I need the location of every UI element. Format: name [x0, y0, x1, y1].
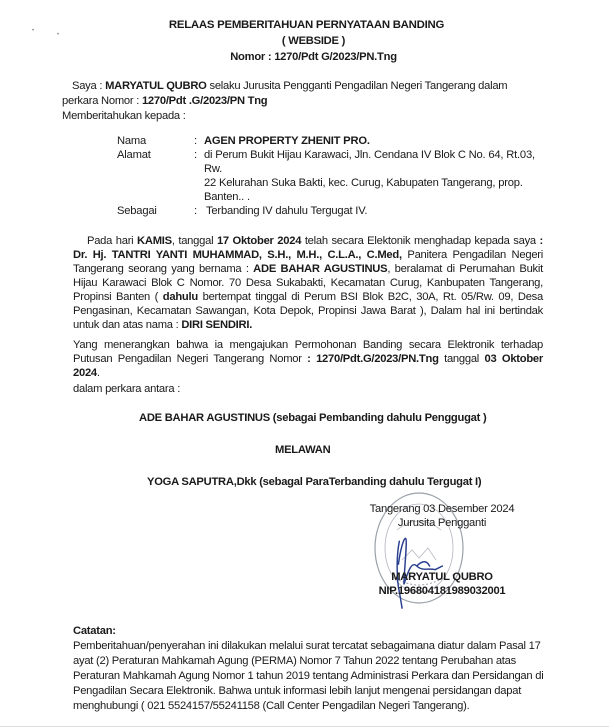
nama-row — [117, 134, 549, 148]
nama-colon: : — [194, 135, 197, 147]
sebagai-label: Sebagai — [117, 205, 157, 217]
sebagai-colon: : — [194, 205, 197, 217]
notify-label: Memberitahukan kepada : — [62, 110, 186, 122]
nama-label: Nama — [117, 135, 147, 147]
day-name: KAMIS — [137, 235, 172, 247]
text-run: Pada hari — [87, 235, 138, 247]
signature-place-date: Tangerang 03 Desember 2024 — [369, 503, 515, 515]
notes-heading: Catatan: — [73, 625, 116, 637]
notes-line: Peraturan Mahkamah Agung Nomor 1 tahun 2019 tentang Administrasi Perkara dan Persidangan di — [73, 670, 544, 682]
text-run: bertempat tinggal di Perum BSI Blok B2C, 30A, Rt. 05/Rw. 09, Desa Pengasinan, Kecamatan Sawangan, Kota Depok, Propinsi Jawa Barat ), Dalam hal ini bertindak untuk dan atas nama : — [73, 291, 543, 331]
notes-line: ayat (2) Peraturan Mahkamah Agung (PERMA) Nomor 7 Tahun 2022 tentang Perubahan atas — [73, 655, 516, 667]
decision-date: 03 Oktober 2024 — [73, 353, 544, 379]
perkara-label: perkara Nomor : — [62, 95, 140, 107]
alamat-row — [117, 148, 549, 204]
text-run: Panitera Pengadilan Negeri Tangerang seorang yang bernama : — [73, 249, 544, 275]
intro-line-1 — [72, 79, 609, 94]
perkara-number: 1270/Pdt .G/2023/PN Tng — [141, 95, 268, 107]
alamat-label: Alamat — [117, 149, 151, 161]
text-run: , tanggal — [171, 235, 217, 247]
saya-label: Saya : — [72, 80, 103, 92]
decision-number: : 1270/Pdt.G/2023/PN.Tng — [307, 353, 439, 365]
versus-label: MELAWAN — [275, 444, 331, 456]
alamat-line: 22 Kelurahan Suka Bakti, kec. Curug, Kabupaten Tangerang, prop. — [204, 177, 523, 189]
sebagai-row — [117, 204, 549, 218]
notes-line: Pemberitahuan/penyerahan ini dilakukan melalui surat tercatat sebagaimana diatur dalam Pasal 17 — [73, 640, 541, 652]
alamat-line: Banten.. . — [204, 191, 250, 203]
respondent-party: YOGA SAPUTRA,Dkk (sebagal ParaTerbanding dahulu Tergugat I) — [147, 476, 482, 488]
appeal-paragraph — [73, 338, 543, 380]
alamat-line: di Perum Bukit Hijau Karawaci, Jln. Cendana IV Blok C No. 64, Rt.03, Rw. — [204, 149, 535, 175]
intro-line-2 — [62, 94, 609, 109]
text-run: Yang menerangkan bahwa ia mengajukan Permohonan Banding secara Elektronik terhadap Putusan Pengadilan Negeri Tangerang Nomor — [73, 339, 543, 365]
scan-speck: • — [32, 28, 35, 34]
bailiff-role: selaku Jurusita Pengganti Pengadilan Negeri Tangerang dalam — [209, 80, 508, 92]
text-run: . — [96, 367, 100, 379]
text-run: telah secara Elektonik menghadap kepada saya — [301, 235, 540, 247]
dahulu-keyword: dahulu — [162, 291, 198, 303]
signature-block — [362, 502, 515, 614]
sebagai-value: Terbanding IV dahulu Tergugat IV. — [206, 205, 368, 217]
appellant-name: ADE BAHAR AGUSTINUS — [253, 263, 388, 275]
registrar-name: : Dr. Hj. TANTRI YANTI MUHAMMAD, S.H., M.H., C.L.A., C.Med, — [73, 235, 544, 261]
case-between-label: dalam perkara antara : — [73, 383, 181, 395]
signature-position: Jurusita Pengganti — [397, 517, 487, 529]
alamat-colon: : — [194, 149, 197, 161]
document-number: Nomor : 1270/Pdt G/2023/PN.Tng — [230, 51, 397, 63]
scan-speck: • — [57, 32, 60, 38]
appellant-party: ADE BAHAR AGUSTINUS (sebagai Pembanding dahulu Penggugat ) — [139, 412, 487, 424]
text-run: , beralamat di Perumahan Bukit Hijau Karawaci Blok C Nomor. 70 Desa Sukabakti, Kecamatan Curug, Kanbupaten Tangerang, Propinsi Banten ( — [73, 263, 543, 303]
text-run: tanggal — [438, 353, 485, 365]
notes-line: Pengadilan Secara Elektronik. Bahwa untuk informasi lebih lanjut mengenai persidangan dapat — [73, 685, 522, 697]
appearance-date: 17 Oktober 2024 — [216, 235, 302, 247]
bailiff-name: MARYATUL QUBRO — [105, 80, 207, 92]
signatory-name: MARYATUL QUBRO — [391, 571, 493, 583]
document-subtitle: ( WEBSIDE ) — [281, 35, 346, 47]
capacity: DIRI SENDIRI. — [181, 319, 253, 331]
signatory-nip: NIP.196804181989032001 — [378, 585, 506, 597]
document-title: RELAAS PEMBERITAHUAN PERNYATAAN BANDING — [168, 19, 445, 31]
notes-line: menghubungi ( 021 5524157/55241158 (Call Center Pengadilan Negeri Tangerang). — [73, 700, 470, 712]
recipient-name: AGEN PROPERTY ZHENIT PRO. — [204, 135, 370, 147]
alamat-value — [204, 148, 549, 204]
recipient-block — [117, 134, 549, 218]
appearance-paragraph — [73, 234, 543, 332]
